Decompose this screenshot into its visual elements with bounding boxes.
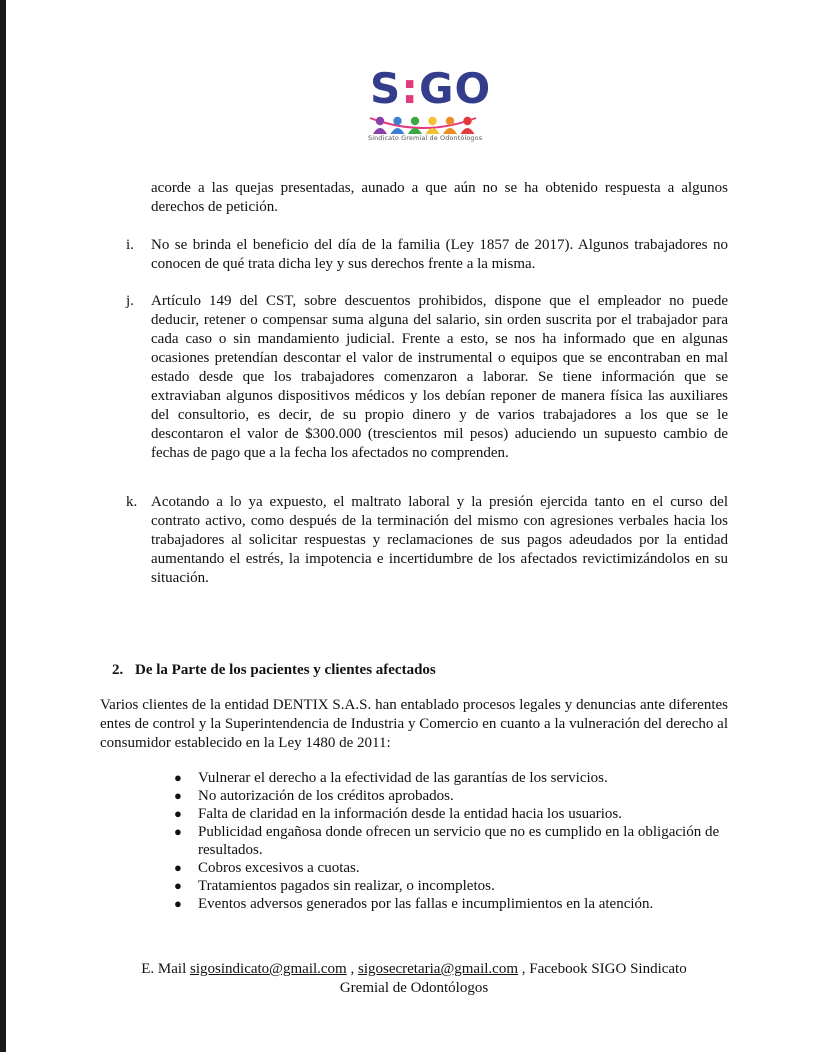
list-item-text: Tratamientos pagados sin realizar, o incompletos. bbox=[198, 878, 495, 894]
list-item-text: Eventos adversos generados por las fallas e incumplimientos en la atención. bbox=[198, 896, 654, 912]
section-2-intro: Varios clientes de la entidad DENTIX S.A.S. han entablado procesos legales y denuncias ante diferentes entes de control y la Superintendencia de Industria y Comercio en cuanto a la vulneración del derecho al consumidor establecido en la Ley 1480 de 2011: bbox=[100, 697, 728, 751]
bullet-icon: ● bbox=[174, 860, 182, 875]
page-left-edge bbox=[0, 0, 6, 1052]
item-j-marker: j. bbox=[126, 293, 134, 309]
section-2-number: 2. bbox=[112, 662, 124, 678]
sigo-logo bbox=[364, 64, 492, 146]
bullet-icon: ● bbox=[174, 824, 182, 839]
list-item bbox=[172, 823, 732, 859]
footer-line-2: Gremial de Odontólogos bbox=[339, 980, 489, 996]
list-item-text: Cobros excesivos a cuotas. bbox=[198, 860, 360, 876]
bullet-icon: ● bbox=[174, 806, 182, 821]
logo-person-head bbox=[376, 117, 384, 125]
logo-person-head bbox=[411, 117, 419, 125]
bullet-icon: ● bbox=[174, 770, 182, 785]
logo-colon: : bbox=[401, 64, 420, 113]
footer-prefix: E. Mail bbox=[141, 961, 191, 977]
list-item-text: Vulnerar el derecho a la efectividad de las garantías de los servicios. bbox=[198, 770, 608, 786]
list-item bbox=[172, 787, 732, 805]
complaints-list bbox=[172, 769, 732, 913]
item-i-text: No se brinda el beneficio del día de la familia (Ley 1857 de 2017). Algunos trabajadores no conocen de qué trata dicha ley y sus derechos frente a la misma. bbox=[151, 237, 728, 272]
logo-subtitle: Sindicato Gremial de Odontólogos bbox=[368, 134, 483, 142]
list-item bbox=[172, 805, 732, 823]
item-j-text: Artículo 149 del CST, sobre descuentos prohibidos, dispone que el empleador no puede deducir, retener o compensar suma alguna del salario, sin orden suscrita por el trabajador para cada caso o sin mandamiento judicial. Frente a esto, se nos ha informado que en algunas ocasiones pretendían descontar el valor de instrumental o equipos que se encontraban en mal estado desde que los trabajadores comenzaron a laborar. Se tiene información que se extraviaban algunos dispositivos médicos y los debían reponer de manera física las auxiliares del consultorio, es decir, de su propio dinero y de varios trabajadores a los que se le descontaron el valor de $300.000 (trescientos mil pesos) aduciendo un supuesto cambio de fechas de pago que a la fecha los afectados no comprenden. bbox=[151, 293, 728, 461]
logo-person-head bbox=[428, 117, 436, 125]
bullet-icon: ● bbox=[174, 788, 182, 803]
item-k-marker: k. bbox=[126, 494, 138, 510]
list-item-text: Publicidad engañosa donde ofrecen un servicio que no es cumplido en la obligación de resultados. bbox=[198, 824, 720, 858]
section-2-title: De la Parte de los pacientes y clientes afectados bbox=[135, 662, 436, 678]
logo-person-head bbox=[463, 117, 471, 125]
logo-person-head bbox=[393, 117, 401, 125]
list-item-text: No autorización de los créditos aprobados. bbox=[198, 788, 454, 804]
people-group-icon bbox=[368, 112, 478, 136]
footer-contact bbox=[100, 960, 728, 998]
footer-separator: , bbox=[346, 961, 358, 977]
email-link-sigosindicato[interactable]: sigosindicato@gmail.com bbox=[190, 961, 347, 977]
list-item bbox=[172, 769, 732, 787]
logo-letter-s: S bbox=[370, 64, 402, 113]
list-item-text: Falta de claridad en la información desde la entidad hacia los usuarios. bbox=[198, 806, 623, 822]
item-k-text: Acotando a lo ya expuesto, el maltrato laboral y la presión ejercida tanto en el curso del contrato activo, como después de la terminación del mismo con agresiones verbales hacia los trabajadores al solicitar respuestas y reclamaciones de sus pagos adeudados por la entidad aumentando el estrés, la impotencia e incertidumbre de los afectados revictimizándolos en su situación. bbox=[151, 494, 728, 586]
footer-facebook: , Facebook SIGO Sindicato bbox=[518, 961, 687, 977]
list-item bbox=[172, 877, 732, 895]
logo-wordmark bbox=[370, 64, 491, 114]
bullet-icon: ● bbox=[174, 896, 182, 911]
list-item bbox=[172, 895, 732, 913]
list-item bbox=[172, 859, 732, 877]
continuation-paragraph: acorde a las quejas presentadas, aunado a que aún no se ha obtenido respuesta a algunos derechos de petición. bbox=[151, 180, 728, 215]
email-link-sigosecretaria[interactable]: sigosecretaria@gmail.com bbox=[357, 961, 518, 977]
bullet-icon: ● bbox=[174, 878, 182, 893]
item-i-marker: i. bbox=[126, 237, 134, 253]
logo-person-head bbox=[446, 117, 454, 125]
logo-letters-go: GO bbox=[419, 64, 492, 113]
